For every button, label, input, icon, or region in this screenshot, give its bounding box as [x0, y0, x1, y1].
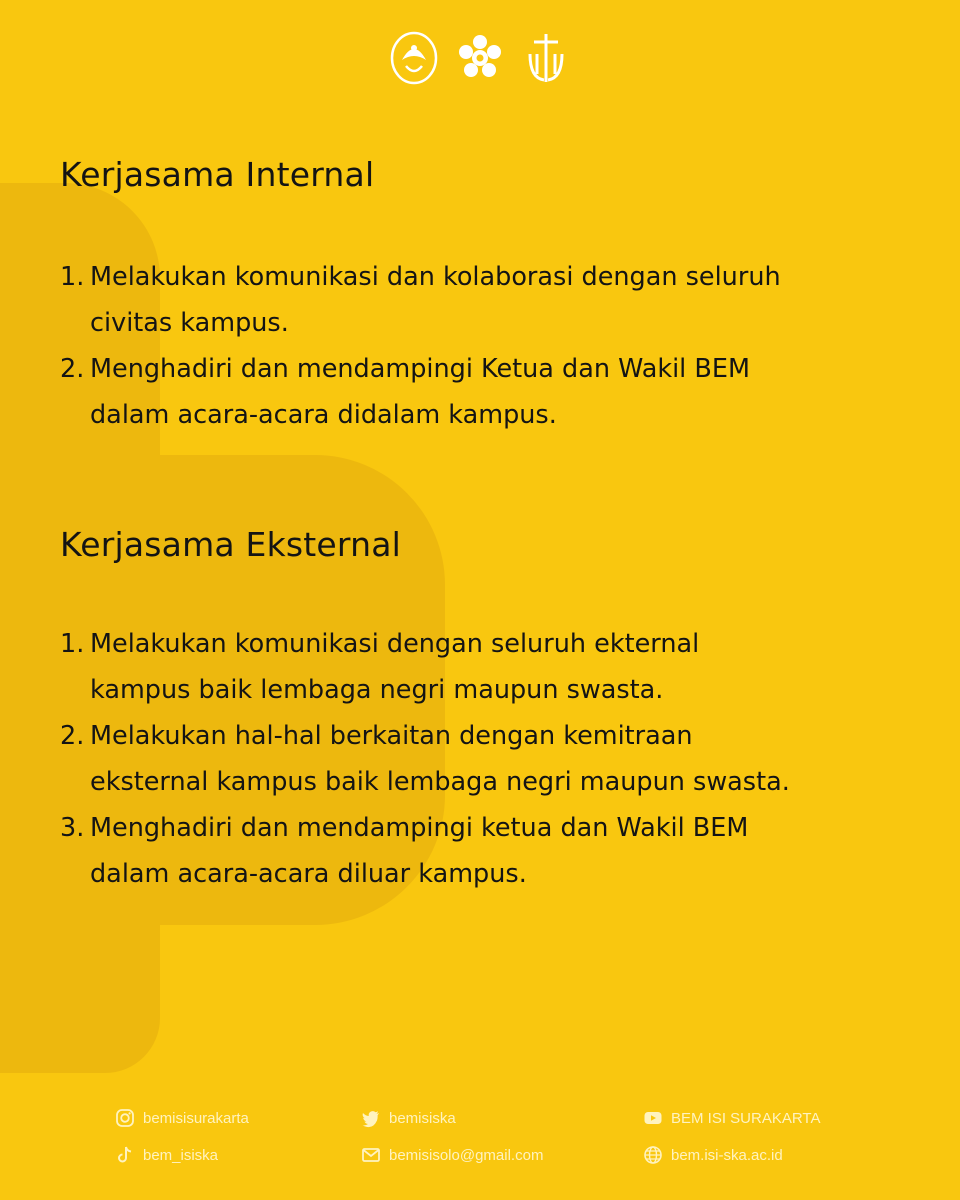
- list-text: Melakukan komunikasi dan kolaborasi dengan seluruh: [90, 262, 781, 292]
- tiktok-icon: [115, 1145, 135, 1165]
- list-item: [60, 254, 920, 346]
- instagram-icon: [115, 1108, 135, 1128]
- website-url: bem.isi-ska.ac.id: [671, 1146, 783, 1164]
- list-number: 1.: [60, 629, 85, 659]
- list-item: [60, 713, 920, 805]
- youtube-channel: BEM ISI SURAKARTA: [671, 1109, 821, 1127]
- list-text: Menghadiri dan mendampingi Ketua dan Wakil BEM: [90, 354, 750, 384]
- list-text: Melakukan hal-hal berkaitan dengan kemitraan: [90, 721, 693, 751]
- instagram-link[interactable]: [115, 1108, 249, 1128]
- email-link[interactable]: [361, 1145, 543, 1165]
- bem-flower-logo: [454, 30, 506, 86]
- list-text: dalam acara-acara diluar kampus.: [90, 859, 527, 889]
- twitter-handle: bemisiska: [389, 1109, 456, 1127]
- twitter-link[interactable]: [361, 1108, 456, 1128]
- globe-icon: [643, 1145, 663, 1165]
- email-address: bemisisolo@gmail.com: [389, 1146, 544, 1164]
- external-list: [60, 621, 920, 897]
- tiktok-handle: bem_isiska: [143, 1146, 219, 1164]
- twitter-icon: [361, 1108, 381, 1128]
- instagram-handle: bemisisurakarta: [143, 1109, 249, 1127]
- logo-row: [0, 30, 960, 86]
- list-number: 3.: [60, 813, 85, 843]
- list-text: civitas kampus.: [90, 308, 289, 338]
- list-text: eksternal kampus baik lembaga negri maupun swasta.: [90, 767, 790, 797]
- tiktok-link[interactable]: [115, 1145, 218, 1165]
- list-number: 2.: [60, 721, 85, 751]
- section-title-external: Kerjasama Eksternal: [60, 525, 402, 564]
- isi-surakarta-logo: [388, 30, 440, 86]
- list-item: [60, 621, 920, 713]
- list-number: 1.: [60, 262, 85, 292]
- footer-socials: [0, 1100, 960, 1180]
- youtube-link[interactable]: [643, 1108, 820, 1128]
- kampus-emblem-logo: [520, 30, 572, 86]
- list-item: [60, 346, 920, 438]
- list-text: dalam acara-acara didalam kampus.: [90, 400, 557, 430]
- list-text: Melakukan komunikasi dengan seluruh ekternal: [90, 629, 700, 659]
- website-link[interactable]: [643, 1145, 783, 1165]
- list-text: Menghadiri dan mendampingi ketua dan Wakil BEM: [90, 813, 749, 843]
- list-text: kampus baik lembaga negri maupun swasta.: [90, 675, 664, 705]
- internal-list: [60, 254, 920, 438]
- youtube-icon: [643, 1108, 663, 1128]
- list-item: [60, 805, 920, 897]
- section-title-internal: Kerjasama Internal: [60, 155, 375, 194]
- mail-icon: [361, 1145, 381, 1165]
- list-number: 2.: [60, 354, 85, 384]
